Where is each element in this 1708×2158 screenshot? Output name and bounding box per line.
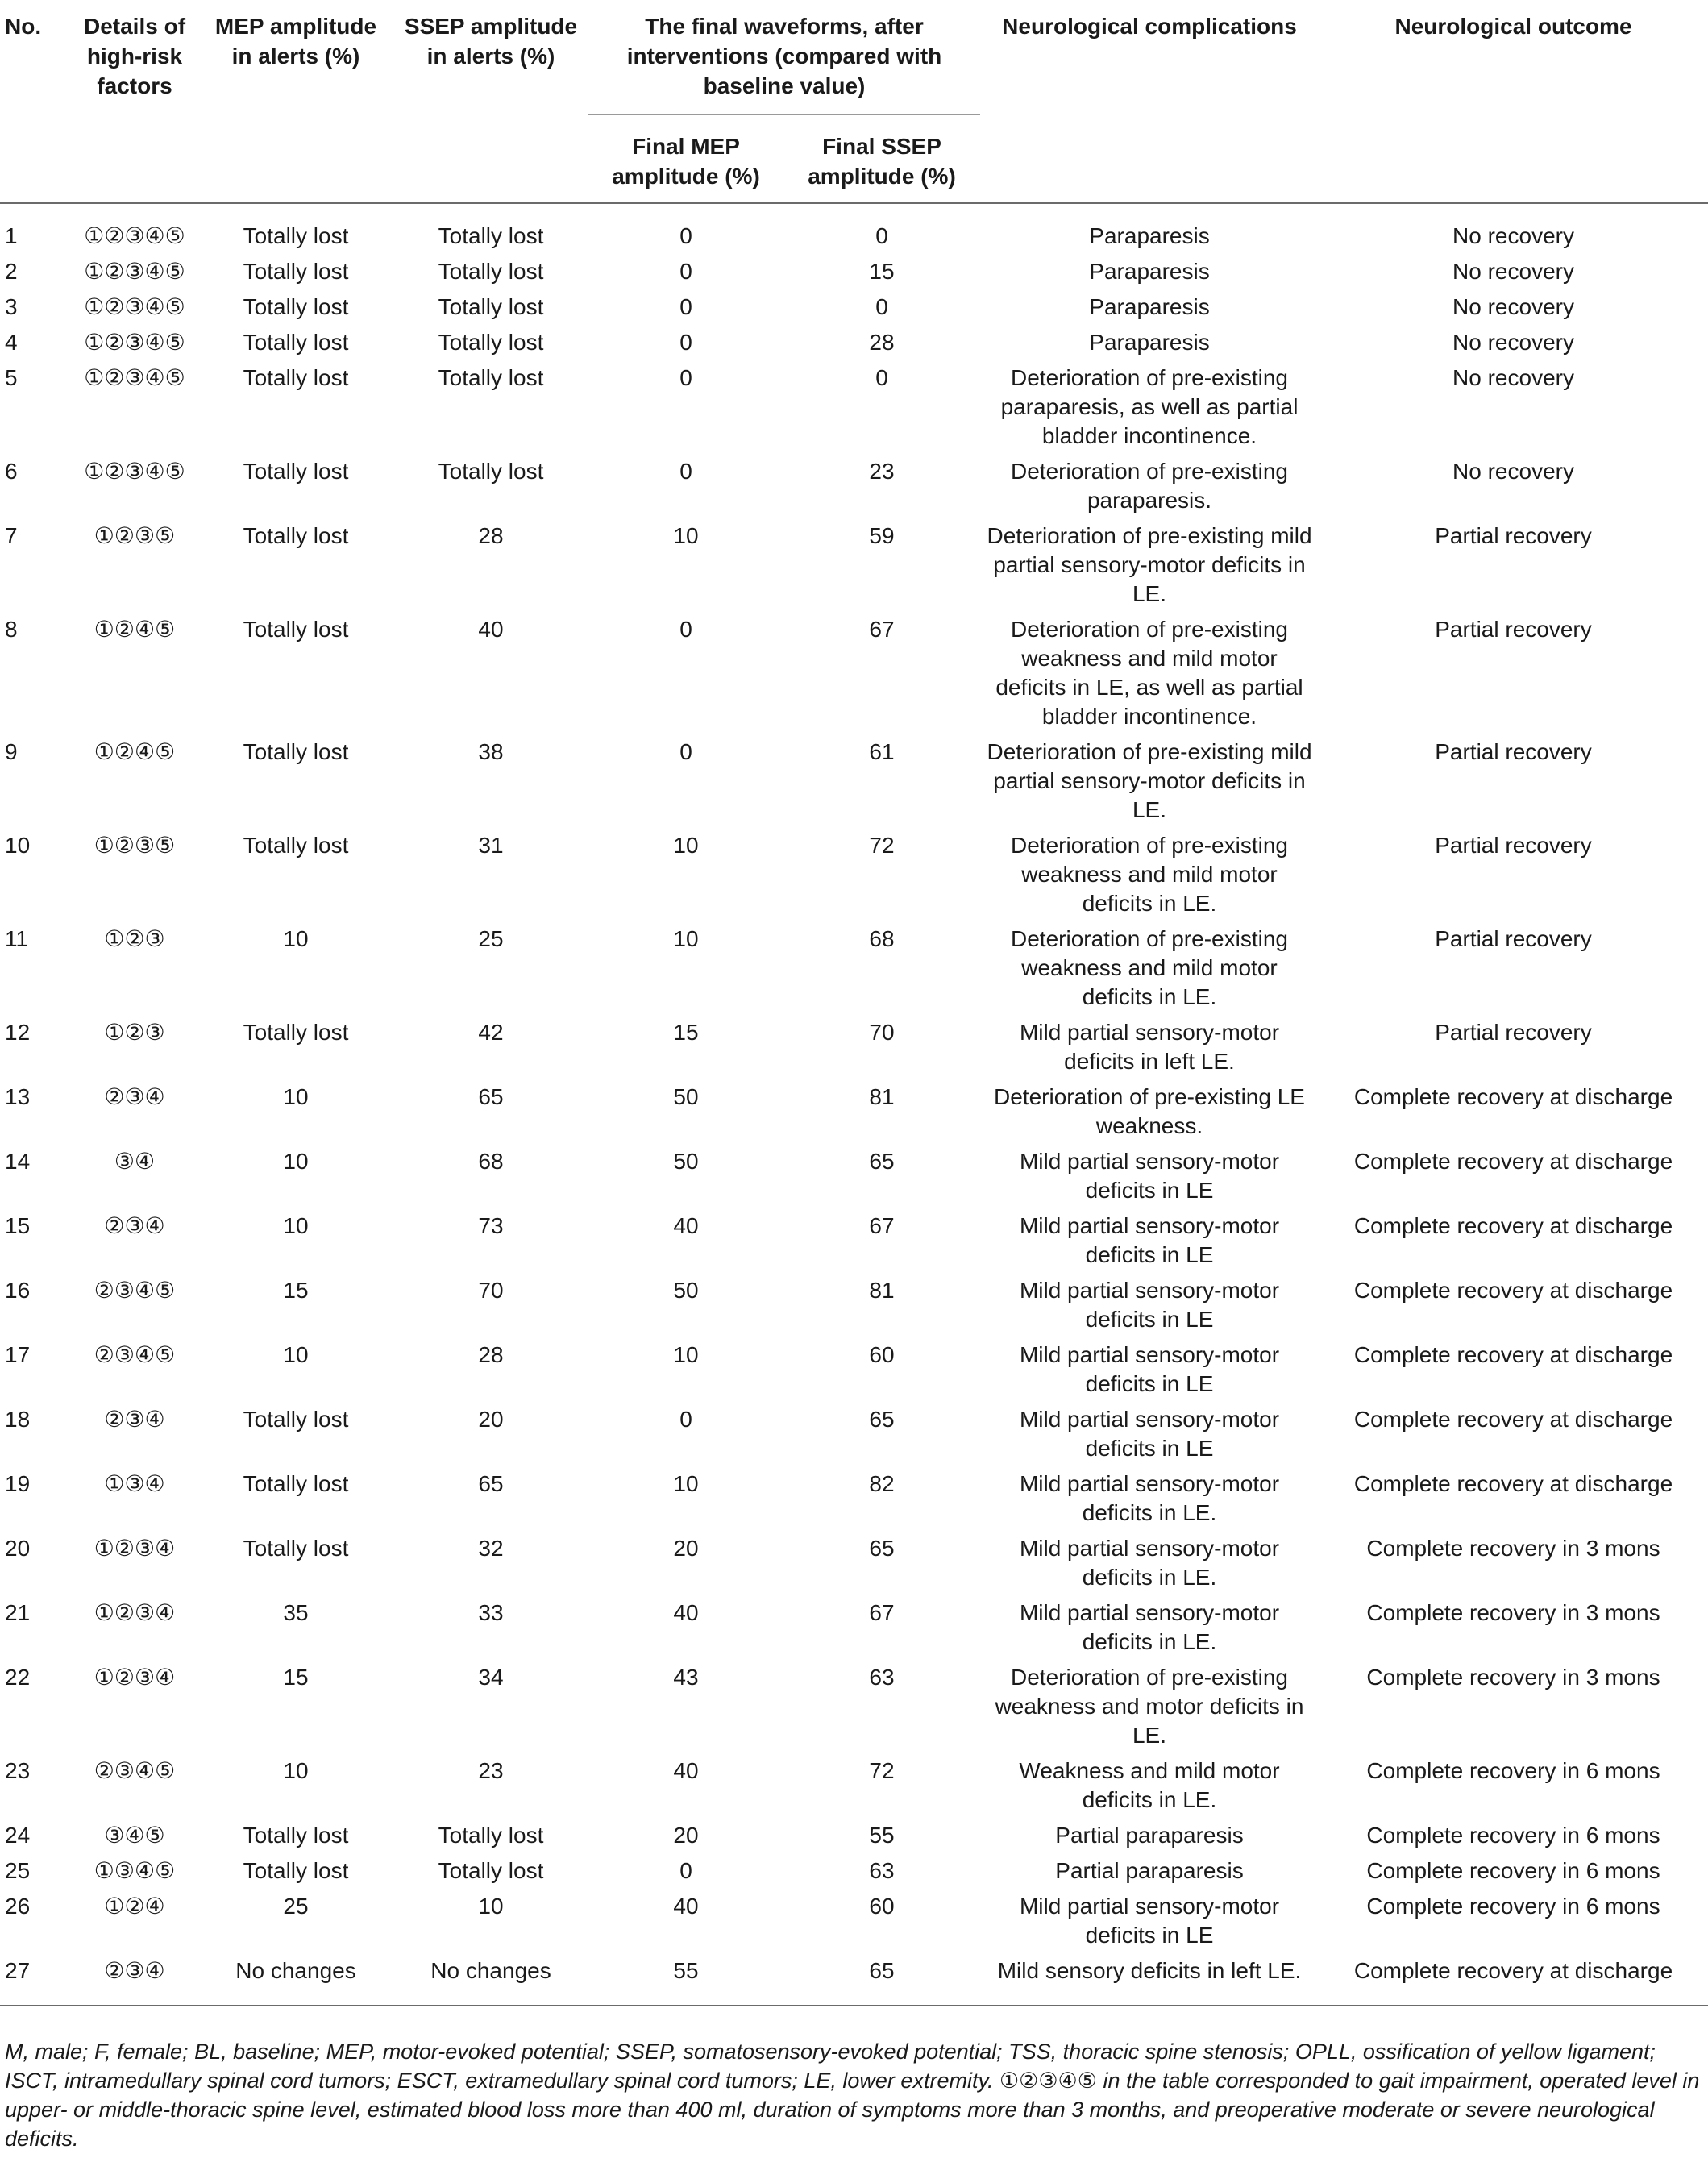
cell-risk-factors: ①②③④ bbox=[94, 1600, 176, 1625]
cell-complications: Mild partial sensory-motor deficits in LE bbox=[1019, 1213, 1280, 1267]
cell-ssep-alert: 42 bbox=[478, 1020, 504, 1045]
cell-final-ssep: 0 bbox=[875, 223, 888, 248]
cell-no: 26 bbox=[5, 1894, 31, 1919]
table-row bbox=[0, 1599, 1708, 1663]
cell-no: 5 bbox=[5, 365, 18, 390]
table-row bbox=[0, 1956, 1708, 2006]
cell-final-mep: 0 bbox=[679, 459, 692, 484]
cell-outcome: Partial recovery bbox=[1435, 739, 1592, 764]
cell-final-mep: 0 bbox=[679, 1407, 692, 1432]
cell-outcome: Complete recovery at discharge bbox=[1353, 1278, 1673, 1303]
cell-ssep-alert: 28 bbox=[478, 1342, 504, 1367]
cell-ssep-alert: 23 bbox=[478, 1758, 504, 1783]
cell-complications: Deterioration of pre-existing mild partial sensory-motor deficits in LE. bbox=[987, 523, 1312, 606]
table-row bbox=[0, 1083, 1708, 1147]
cell-mep-alert: Totally lost bbox=[243, 223, 349, 248]
cell-mep-alert: Totally lost bbox=[243, 1407, 349, 1432]
table-row bbox=[0, 1757, 1708, 1821]
cell-ssep-alert: 25 bbox=[478, 926, 504, 951]
cell-final-ssep: 23 bbox=[869, 459, 895, 484]
cell-risk-factors: ②③④ bbox=[104, 1213, 165, 1238]
header-outcome: Neurological outcome bbox=[1319, 6, 1708, 203]
table-row bbox=[0, 831, 1708, 925]
cell-final-ssep: 67 bbox=[869, 617, 895, 642]
cell-ssep-alert: Totally lost bbox=[438, 1823, 544, 1848]
cell-mep-alert: Totally lost bbox=[243, 330, 349, 355]
cell-no: 12 bbox=[5, 1020, 31, 1045]
cell-no: 25 bbox=[5, 1858, 31, 1883]
cell-ssep-alert: 28 bbox=[478, 523, 504, 548]
cell-ssep-alert: 40 bbox=[478, 617, 504, 642]
cell-final-mep: 10 bbox=[673, 926, 699, 951]
cell-final-ssep: 82 bbox=[869, 1471, 895, 1496]
cell-outcome: Partial recovery bbox=[1435, 523, 1592, 548]
cell-final-ssep: 68 bbox=[869, 926, 895, 951]
cell-no: 7 bbox=[5, 523, 18, 548]
cell-final-ssep: 81 bbox=[869, 1278, 895, 1303]
cell-outcome: No recovery bbox=[1452, 459, 1574, 484]
table-row bbox=[0, 1892, 1708, 1956]
cell-no: 14 bbox=[5, 1149, 31, 1174]
cell-mep-alert: Totally lost bbox=[243, 1536, 349, 1561]
cell-outcome: Complete recovery in 6 mons bbox=[1366, 1758, 1660, 1783]
cell-complications: Mild partial sensory-motor deficits in LE bbox=[1019, 1149, 1280, 1203]
cell-final-ssep: 61 bbox=[869, 739, 895, 764]
table-row bbox=[0, 364, 1708, 457]
cell-ssep-alert: Totally lost bbox=[438, 1858, 544, 1883]
cell-final-ssep: 0 bbox=[875, 365, 888, 390]
cell-no: 11 bbox=[5, 926, 29, 951]
cell-final-mep: 0 bbox=[679, 294, 692, 319]
cell-risk-factors: ①②③④⑤ bbox=[84, 365, 185, 390]
cell-final-ssep: 60 bbox=[869, 1894, 895, 1919]
cell-ssep-alert: 68 bbox=[478, 1149, 504, 1174]
cell-no: 10 bbox=[5, 833, 31, 858]
cell-outcome: No recovery bbox=[1452, 330, 1574, 355]
cell-no: 9 bbox=[5, 739, 18, 764]
cell-complications: Paraparesis bbox=[1089, 294, 1210, 319]
cell-outcome: No recovery bbox=[1452, 294, 1574, 319]
cell-ssep-alert: 33 bbox=[478, 1600, 504, 1625]
header-final-ssep: Final SSEP amplitude (%) bbox=[783, 114, 980, 203]
cell-outcome: Complete recovery in 3 mons bbox=[1366, 1665, 1660, 1690]
cell-risk-factors: ①②③⑤ bbox=[94, 833, 176, 858]
cell-ssep-alert: 10 bbox=[478, 1894, 504, 1919]
header-no: No. bbox=[0, 6, 71, 203]
cell-no: 15 bbox=[5, 1213, 31, 1238]
cell-final-mep: 55 bbox=[588, 1956, 783, 2006]
header-ssep-alert: SSEP amplitude in alerts (%) bbox=[393, 6, 588, 203]
table-row bbox=[0, 1534, 1708, 1599]
cell-final-mep: 40 bbox=[673, 1758, 699, 1783]
cell-risk-factors: ①②③④⑤ bbox=[84, 294, 185, 319]
table-row bbox=[0, 522, 1708, 615]
cell-mep-alert: Totally lost bbox=[243, 1020, 349, 1045]
cell-outcome: Partial recovery bbox=[1435, 1020, 1592, 1045]
table-row bbox=[0, 1470, 1708, 1534]
cell-mep-alert: 10 bbox=[283, 1149, 309, 1174]
cell-final-mep: 15 bbox=[673, 1020, 699, 1045]
cell-mep-alert: Totally lost bbox=[243, 294, 349, 319]
cell-risk-factors: ①②③④⑤ bbox=[84, 330, 185, 355]
cell-outcome: No recovery bbox=[1452, 259, 1574, 284]
cell-outcome: Partial recovery bbox=[1435, 833, 1592, 858]
cell-ssep-alert: Totally lost bbox=[438, 259, 544, 284]
cell-final-ssep: 67 bbox=[869, 1213, 895, 1238]
cell-final-mep: 50 bbox=[673, 1084, 699, 1109]
cell-no: 8 bbox=[5, 617, 18, 642]
cell-complications: Deterioration of pre-existing LE weakness. bbox=[994, 1084, 1305, 1138]
cell-outcome: Complete recovery at discharge bbox=[1353, 1342, 1673, 1367]
cell-mep-alert: 15 bbox=[283, 1665, 309, 1690]
header-mep-alert: MEP amplitude in alerts (%) bbox=[198, 6, 393, 203]
cell-mep-alert: 10 bbox=[283, 1342, 309, 1367]
cell-no: 19 bbox=[5, 1471, 31, 1496]
cell-mep-alert: Totally lost bbox=[243, 833, 349, 858]
cell-complications: Paraparesis bbox=[1089, 223, 1210, 248]
cell-mep-alert: Totally lost bbox=[243, 259, 349, 284]
cell-risk-factors: ①②③ bbox=[104, 926, 165, 951]
cell-mep-alert: Totally lost bbox=[243, 1471, 349, 1496]
cell-outcome: Complete recovery in 6 mons bbox=[1366, 1823, 1660, 1848]
cell-complications: Mild partial sensory-motor deficits in LE. bbox=[1019, 1536, 1280, 1590]
cell-mep-alert: Totally lost bbox=[243, 365, 349, 390]
cell-risk-factors: ②③④ bbox=[104, 1084, 165, 1109]
cell-no: 18 bbox=[5, 1407, 31, 1432]
table-row bbox=[0, 1663, 1708, 1757]
cell-risk-factors: ①②③④⑤ bbox=[84, 223, 185, 248]
table-row bbox=[0, 457, 1708, 522]
table-row bbox=[0, 1147, 1708, 1212]
cell-mep-alert: No changes bbox=[198, 1956, 393, 2006]
results-table bbox=[0, 6, 1708, 2006]
cell-no: 4 bbox=[5, 330, 18, 355]
cell-outcome: No recovery bbox=[1452, 365, 1574, 390]
cell-outcome: Complete recovery at discharge bbox=[1353, 1149, 1673, 1174]
cell-final-mep: 40 bbox=[673, 1894, 699, 1919]
cell-final-mep: 0 bbox=[679, 330, 692, 355]
cell-final-ssep: 72 bbox=[869, 1758, 895, 1783]
cell-risk-factors: ①②③④ bbox=[94, 1665, 176, 1690]
cell-final-mep: 10 bbox=[673, 833, 699, 858]
cell-final-mep: 10 bbox=[673, 523, 699, 548]
cell-risk-factors: ②③④ bbox=[71, 1956, 198, 2006]
cell-final-ssep: 59 bbox=[869, 523, 895, 548]
cell-risk-factors: ②③④ bbox=[104, 1407, 165, 1432]
cell-final-ssep: 0 bbox=[875, 294, 888, 319]
cell-final-ssep: 67 bbox=[869, 1600, 895, 1625]
table-row bbox=[0, 328, 1708, 364]
table-row bbox=[0, 1405, 1708, 1470]
cell-outcome: Complete recovery in 3 mons bbox=[1366, 1600, 1660, 1625]
cell-complications: Deterioration of pre-existing weakness and motor deficits in LE. bbox=[995, 1665, 1304, 1748]
cell-final-ssep: 15 bbox=[869, 259, 895, 284]
cell-no: 24 bbox=[5, 1823, 31, 1848]
cell-final-mep: 0 bbox=[679, 1858, 692, 1883]
cell-final-mep: 0 bbox=[679, 739, 692, 764]
cell-final-ssep: 65 bbox=[869, 1149, 895, 1174]
cell-final-mep: 10 bbox=[673, 1342, 699, 1367]
cell-ssep-alert: 70 bbox=[478, 1278, 504, 1303]
cell-outcome: Complete recovery in 6 mons bbox=[1366, 1858, 1660, 1883]
cell-final-ssep: 63 bbox=[869, 1858, 895, 1883]
cell-complications: Partial paraparesis bbox=[1055, 1858, 1244, 1883]
table-row bbox=[0, 1212, 1708, 1276]
cell-complications: Deterioration of pre-existing mild partial sensory-motor deficits in LE. bbox=[987, 739, 1312, 822]
cell-final-ssep: 72 bbox=[869, 833, 895, 858]
cell-no: 20 bbox=[5, 1536, 31, 1561]
table-row bbox=[0, 1821, 1708, 1857]
cell-final-mep: 0 bbox=[679, 365, 692, 390]
cell-mep-alert: Totally lost bbox=[243, 617, 349, 642]
table-row bbox=[0, 925, 1708, 1018]
cell-complications: Mild partial sensory-motor deficits in LE bbox=[1019, 1342, 1280, 1396]
cell-outcome: Complete recovery at discharge bbox=[1353, 1213, 1673, 1238]
cell-complications: Mild partial sensory-motor deficits in left LE. bbox=[1019, 1020, 1280, 1074]
cell-risk-factors: ①②③④ bbox=[94, 1536, 176, 1561]
cell-mep-alert: Totally lost bbox=[243, 1823, 349, 1848]
cell-risk-factors: ①③④⑤ bbox=[94, 1858, 176, 1883]
table-row bbox=[0, 1276, 1708, 1341]
cell-mep-alert: 10 bbox=[283, 926, 309, 951]
cell-outcome: Complete recovery in 6 mons bbox=[1366, 1894, 1660, 1919]
cell-ssep-alert: Totally lost bbox=[438, 365, 544, 390]
table-row bbox=[0, 257, 1708, 293]
cell-no: 23 bbox=[5, 1758, 31, 1783]
table-row bbox=[0, 203, 1708, 257]
cell-ssep-alert: 73 bbox=[478, 1213, 504, 1238]
cell-complications: Mild partial sensory-motor deficits in LE bbox=[1019, 1278, 1280, 1332]
table-row bbox=[0, 615, 1708, 738]
cell-complications: Deterioration of pre-existing weakness and mild motor deficits in LE, as well as partial bladder incontinence. bbox=[995, 617, 1303, 729]
cell-ssep-alert: 65 bbox=[478, 1084, 504, 1109]
cell-mep-alert: Totally lost bbox=[243, 1858, 349, 1883]
cell-final-ssep: 65 bbox=[869, 1536, 895, 1561]
cell-ssep-alert: No changes bbox=[393, 1956, 588, 2006]
cell-ssep-alert: 20 bbox=[478, 1407, 504, 1432]
cell-risk-factors: ③④⑤ bbox=[104, 1823, 165, 1848]
cell-mep-alert: Totally lost bbox=[243, 459, 349, 484]
cell-risk-factors: ①②④⑤ bbox=[94, 739, 176, 764]
cell-risk-factors: ①③④ bbox=[104, 1471, 165, 1496]
cell-complications: Mild partial sensory-motor deficits in LE bbox=[1019, 1407, 1280, 1461]
cell-final-ssep: 81 bbox=[869, 1084, 895, 1109]
cell-final-mep: 43 bbox=[673, 1665, 699, 1690]
cell-ssep-alert: 31 bbox=[478, 833, 504, 858]
cell-ssep-alert: Totally lost bbox=[438, 330, 544, 355]
table-row bbox=[0, 1018, 1708, 1083]
cell-complications: Mild partial sensory-motor deficits in LE. bbox=[1019, 1600, 1280, 1654]
cell-complications: Deterioration of pre-existing weakness and mild motor deficits in LE. bbox=[1011, 833, 1288, 916]
cell-risk-factors: ②③④⑤ bbox=[94, 1278, 176, 1303]
cell-no: 16 bbox=[5, 1278, 31, 1303]
cell-risk-factors: ①②③ bbox=[104, 1020, 165, 1045]
cell-no: 17 bbox=[5, 1342, 31, 1367]
table-row bbox=[0, 1341, 1708, 1405]
cell-outcome: Partial recovery bbox=[1435, 926, 1592, 951]
cell-mep-alert: 10 bbox=[283, 1758, 309, 1783]
table-row bbox=[0, 1857, 1708, 1892]
cell-final-ssep: 70 bbox=[869, 1020, 895, 1045]
cell-ssep-alert: 38 bbox=[478, 739, 504, 764]
cell-complications: Mild sensory deficits in left LE. bbox=[980, 1956, 1319, 2006]
cell-no: 1 bbox=[5, 223, 18, 248]
cell-ssep-alert: 65 bbox=[478, 1471, 504, 1496]
cell-mep-alert: Totally lost bbox=[243, 523, 349, 548]
cell-risk-factors: ①②④ bbox=[104, 1894, 165, 1919]
cell-complications: Weakness and mild motor deficits in LE. bbox=[1019, 1758, 1280, 1812]
cell-mep-alert: 10 bbox=[283, 1213, 309, 1238]
cell-no: 21 bbox=[5, 1600, 31, 1625]
cell-outcome: Complete recovery at discharge bbox=[1319, 1956, 1708, 2006]
cell-outcome: No recovery bbox=[1452, 223, 1574, 248]
cell-mep-alert: 15 bbox=[283, 1278, 309, 1303]
header-final-mep: Final MEP amplitude (%) bbox=[588, 114, 783, 203]
cell-final-mep: 10 bbox=[673, 1471, 699, 1496]
cell-ssep-alert: Totally lost bbox=[438, 294, 544, 319]
table-row bbox=[0, 293, 1708, 328]
cell-ssep-alert: 32 bbox=[478, 1536, 504, 1561]
table-row bbox=[0, 738, 1708, 831]
cell-final-mep: 20 bbox=[673, 1823, 699, 1848]
cell-mep-alert: 25 bbox=[283, 1894, 309, 1919]
cell-ssep-alert: 34 bbox=[478, 1665, 504, 1690]
cell-final-mep: 0 bbox=[679, 223, 692, 248]
cell-ssep-alert: Totally lost bbox=[438, 223, 544, 248]
cell-final-ssep: 65 bbox=[783, 1956, 980, 2006]
table-footnote: M, male; F, female; BL, baseline; MEP, motor-evoked potential; SSEP, somatosensory-evoked potential; TSS, thoracic spine stenosis; OPLL, ossification of yellow ligament; ISCT, intramedullary spinal cord tumors; ESCT, extramedullary spinal cord tumors; LE, lower extremity. ①②③④⑤ in the table corresponded to gait impairment, operated level in upper- or middle-thoracic spine level, estimated blood loss more than 400 ml, duration of symptoms more than 3 months, and preoperative moderate or severe neurological deficits. bbox=[5, 2039, 1700, 2151]
cell-no: 22 bbox=[5, 1665, 31, 1690]
cell-risk-factors: ①②④⑤ bbox=[94, 617, 176, 642]
cell-no: 6 bbox=[5, 459, 18, 484]
cell-final-ssep: 65 bbox=[869, 1407, 895, 1432]
cell-complications: Partial paraparesis bbox=[1055, 1823, 1244, 1848]
header-complications: Neurological complications bbox=[980, 6, 1319, 203]
cell-risk-factors: ②③④⑤ bbox=[94, 1342, 176, 1367]
header-final-waveforms: The final waveforms, after interventions (compared with baseline value) bbox=[588, 6, 980, 114]
cell-mep-alert: 35 bbox=[283, 1600, 309, 1625]
cell-ssep-alert: Totally lost bbox=[438, 459, 544, 484]
cell-risk-factors: ①②③⑤ bbox=[94, 523, 176, 548]
cell-risk-factors: ①②③④⑤ bbox=[84, 259, 185, 284]
cell-complications: Deterioration of pre-existing weakness and mild motor deficits in LE. bbox=[1011, 926, 1288, 1009]
cell-no: 13 bbox=[5, 1084, 31, 1109]
cell-complications: Paraparesis bbox=[1089, 259, 1210, 284]
cell-outcome: Complete recovery at discharge bbox=[1353, 1471, 1673, 1496]
cell-final-ssep: 63 bbox=[869, 1665, 895, 1690]
cell-complications: Mild partial sensory-motor deficits in LE. bbox=[1019, 1471, 1280, 1525]
table-body bbox=[0, 203, 1708, 2006]
cell-final-mep: 20 bbox=[673, 1536, 699, 1561]
header-risk-factors: Details of high-risk factors bbox=[71, 6, 198, 203]
cell-final-mep: 40 bbox=[673, 1600, 699, 1625]
cell-outcome: Complete recovery at discharge bbox=[1353, 1407, 1673, 1432]
cell-no: 3 bbox=[5, 294, 18, 319]
cell-complications: Paraparesis bbox=[1089, 330, 1210, 355]
cell-no: 27 bbox=[0, 1956, 71, 2006]
cell-mep-alert: Totally lost bbox=[243, 739, 349, 764]
cell-complications: Deterioration of pre-existing paraparesis, as well as partial bladder incontinence. bbox=[1000, 365, 1299, 448]
cell-complications: Mild partial sensory-motor deficits in LE bbox=[1019, 1894, 1280, 1948]
cell-risk-factors: ①②③④⑤ bbox=[84, 459, 185, 484]
cell-risk-factors: ②③④⑤ bbox=[94, 1758, 176, 1783]
cell-final-mep: 50 bbox=[673, 1149, 699, 1174]
cell-final-ssep: 55 bbox=[869, 1823, 895, 1848]
cell-final-mep: 0 bbox=[679, 617, 692, 642]
cell-outcome: Complete recovery at discharge bbox=[1353, 1084, 1673, 1109]
cell-outcome: Partial recovery bbox=[1435, 617, 1592, 642]
cell-no: 2 bbox=[5, 259, 18, 284]
cell-final-mep: 50 bbox=[673, 1278, 699, 1303]
cell-final-mep: 0 bbox=[679, 259, 692, 284]
cell-outcome: Complete recovery in 3 mons bbox=[1366, 1536, 1660, 1561]
cell-mep-alert: 10 bbox=[283, 1084, 309, 1109]
cell-final-mep: 40 bbox=[673, 1213, 699, 1238]
cell-final-ssep: 28 bbox=[869, 330, 895, 355]
cell-final-ssep: 60 bbox=[869, 1342, 895, 1367]
cell-risk-factors: ③④ bbox=[114, 1149, 156, 1174]
cell-complications: Deterioration of pre-existing paraparesis. bbox=[1011, 459, 1288, 513]
